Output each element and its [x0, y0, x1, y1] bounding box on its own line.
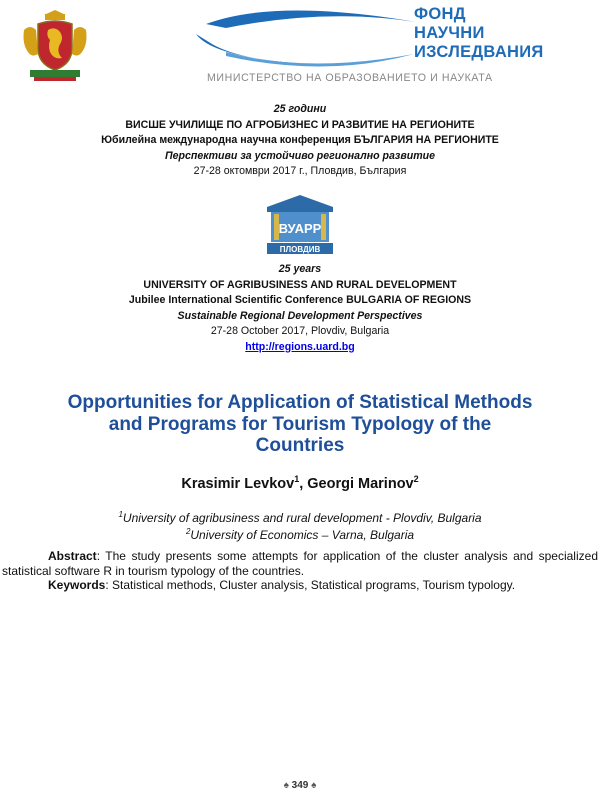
conference-website-link[interactable]: http://regions.uard.bg	[245, 340, 355, 353]
conference-prefix-bg: Юбилейна международна научна конференция	[101, 134, 354, 146]
author-affiliations	[0, 508, 600, 542]
conference-dates-en: 27-28 October 2017, Plovdiv, Bulgaria	[210, 325, 390, 337]
university-name-en: UNIVERSITY OF AGRIBUSINESS AND RURAL DEVELOPMENT	[143, 278, 457, 291]
conference-title-bg	[0, 133, 600, 149]
title-line: Countries	[255, 435, 345, 456]
title-line: and Programs for Tourism Typology of the	[108, 413, 492, 435]
keywords-paragraph	[2, 578, 598, 593]
fund-name-line: ФОНД	[414, 5, 466, 23]
conference-title-en	[0, 293, 600, 309]
uard-logo-icon	[263, 193, 337, 257]
abstract-text: : The study presents some attempts for application of the cluster analysis and specialized statistical software R in tourism typology of the countries.	[2, 549, 598, 578]
author-affiliation-mark: 1	[294, 474, 300, 484]
affiliation-line	[0, 525, 600, 542]
author-name: Krasimir Levkov	[181, 475, 295, 492]
title-line: Opportunities for Application of Statistical Methods	[67, 392, 533, 413]
affiliation-line	[0, 508, 600, 525]
abstract-paragraph	[2, 549, 598, 578]
ministry-name: МИНИСТЕРСТВО НА ОБРАЗОВАНИЕТО И НАУКАТА	[207, 72, 493, 84]
conference-dates-bg: 27-28 октомври 2017 г., Пловдив, България	[193, 165, 407, 177]
keywords-text: : Statistical methods, Cluster analysis, Statistical programs, Tourism typology.	[105, 578, 516, 592]
author-affiliation-mark: 2	[413, 474, 419, 484]
abstract-label: Abstract	[48, 549, 97, 563]
page-header	[0, 0, 600, 95]
conference-info-en	[0, 262, 600, 355]
affiliation-text: University of agribusiness and rural development - Plovdiv, Bulgaria	[122, 511, 482, 525]
keywords-label: Keywords	[48, 578, 106, 592]
science-fund-name	[414, 5, 594, 62]
science-fund-logo-icon	[186, 4, 426, 72]
conference-theme-bg: Перспективи за устойчиво регионално развитие	[165, 149, 435, 162]
paper-title	[0, 392, 600, 457]
conference-prefix-en: Jubilee International Scientific Conference	[128, 294, 347, 306]
author-name: Georgi Marinov	[307, 475, 414, 492]
ornament-left-icon: ♠	[283, 780, 289, 791]
conference-info-bg	[0, 102, 600, 180]
page-number-value: 349	[291, 780, 309, 791]
bulgarian-coat-of-arms-icon	[20, 6, 90, 84]
affiliation-mark: 2	[185, 527, 191, 536]
affiliation-mark: 1	[118, 510, 123, 519]
conference-name-bg: БЪЛГАРИЯ НА РЕГИОНИТЕ	[353, 134, 499, 146]
anniversary-en: 25 years	[278, 263, 322, 275]
anniversary-bg: 25 години	[273, 103, 327, 115]
ornament-right-icon: ♠	[311, 780, 317, 791]
page-number	[0, 780, 600, 791]
uard-logo-text: ВУАРР	[278, 221, 322, 236]
fund-name-line: НАУЧНИ	[414, 24, 485, 42]
university-name-bg: ВИСШЕ УЧИЛИЩЕ ПО АГРОБИЗНЕС И РАЗВИТИЕ НА РЕГИОНИТЕ	[125, 118, 475, 131]
conference-theme-en: Sustainable Regional Development Perspectives	[177, 309, 423, 322]
paper-authors	[0, 474, 600, 492]
abstract-section	[2, 549, 598, 593]
affiliation-text: University of Economics – Varna, Bulgaria	[190, 528, 415, 542]
uard-logo-city: ПЛОВДИВ	[279, 245, 321, 254]
author-separator: ,	[299, 475, 308, 492]
conference-name-en: BULGARIA OF REGIONS	[346, 294, 472, 306]
fund-name-line: ИЗСЛЕДВАНИЯ	[414, 43, 544, 61]
